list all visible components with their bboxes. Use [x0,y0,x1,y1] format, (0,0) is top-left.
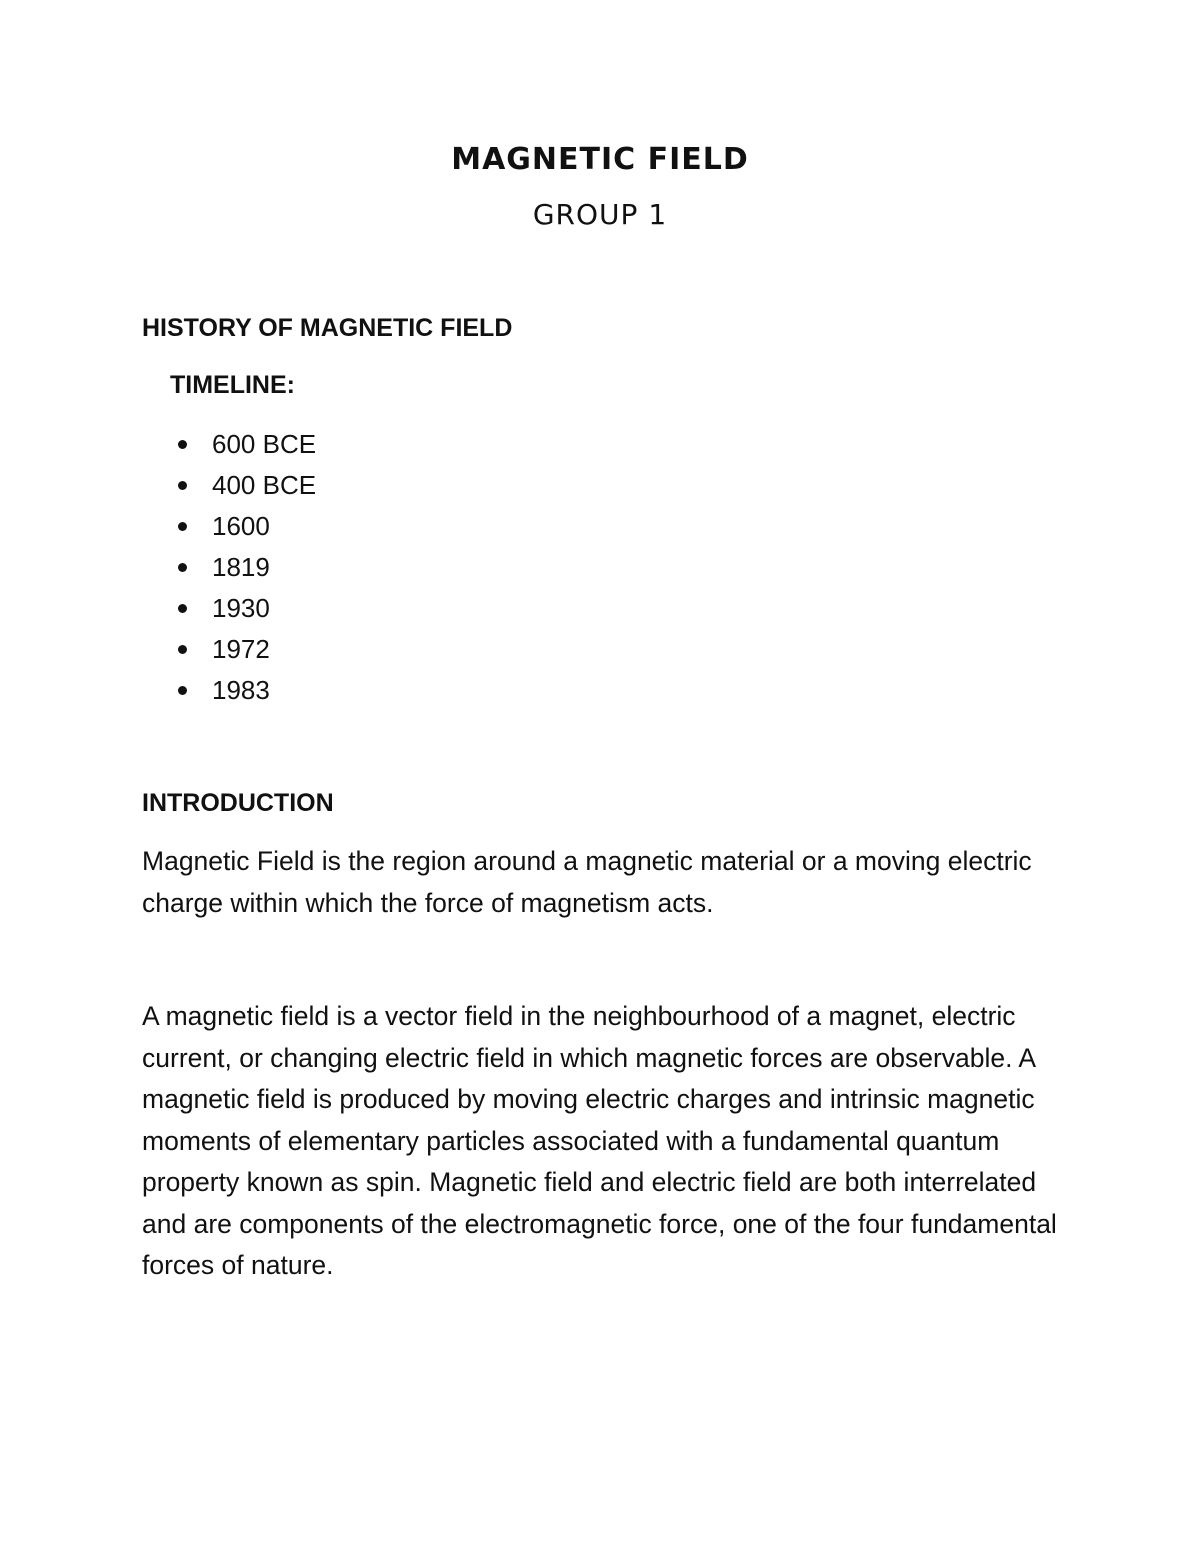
timeline-list [176,424,316,711]
timeline-item [176,506,316,547]
timeline-item-text: 1600 [212,511,270,541]
bullet-icon [178,645,187,654]
introduction-paragraph: Magnetic Field is the region around a magnetic material or a moving electric charge within which the force of magnetism acts. [142,846,1032,918]
timeline-item-text: 1819 [212,552,270,582]
definition-paragraph: A magnetic field is a vector field in the neighbourhood of a magnet, electric current, or changing electric field in which magnetic forces are observable. A magnetic field is produced by moving electric charges and intrinsic magnetic moments of elementary particles associated with a fundamental quantum property known as spin. Magnetic field and electric field are both interrelated and are components of the electromagnetic force, one of the four fundamental forces of nature. [142,1001,1057,1280]
timeline-item [176,424,316,465]
bullet-icon [178,481,187,490]
bullet-icon [178,563,187,572]
page-subtitle: GROUP 1 [532,198,668,231]
timeline-item-text: 1983 [212,675,270,705]
bullet-icon [178,522,187,531]
timeline-item-text: 600 BCE [212,429,317,459]
bullet-icon [178,440,187,449]
bullet-icon [178,686,187,695]
timeline-item-text: 1972 [212,634,270,664]
timeline-item-text: 1930 [212,593,270,623]
page-title: MAGNETIC FIELD [451,142,749,177]
timeline-item [176,629,316,670]
introduction-heading: INTRODUCTION [142,789,334,817]
bullet-icon [178,604,187,613]
timeline-item [176,588,316,629]
history-heading: HISTORY OF MAGNETIC FIELD [142,314,513,342]
timeline-item [176,547,316,588]
timeline-item [176,465,316,506]
timeline-label: TIMELINE: [170,371,295,399]
timeline-item-text: 400 BCE [212,470,317,500]
timeline-item [176,670,316,711]
